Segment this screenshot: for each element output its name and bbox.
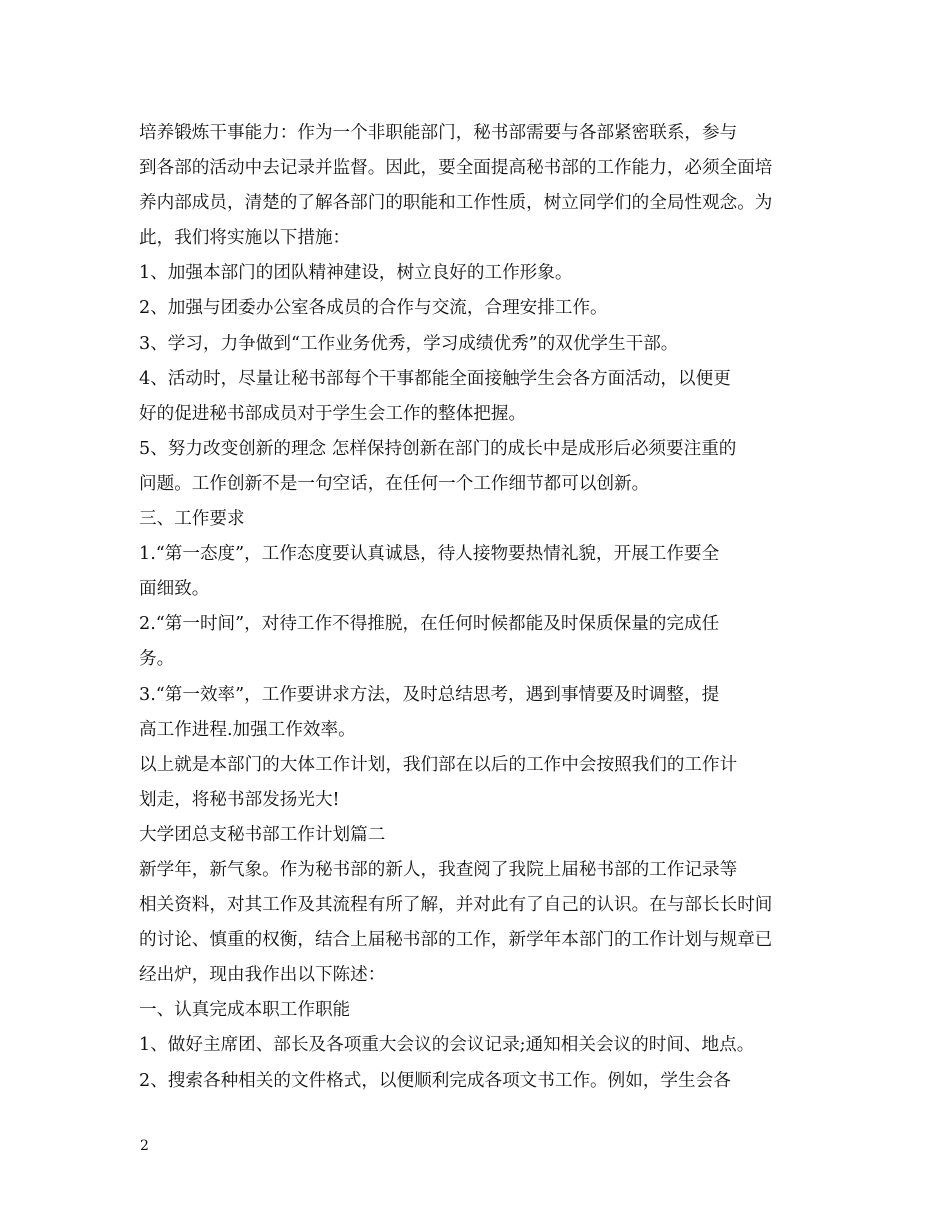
text-line: 1、加强本部门的团队精神建设，树立良好的工作形象。 <box>139 263 573 284</box>
text-line: 此，我们将实施以下措施： <box>139 228 351 249</box>
paragraph <box>139 327 815 362</box>
document-body <box>139 116 815 1099</box>
text-line: 相关资料，对其工作及其流程有所了解，并对此有了自己的认识。在与部长长时间 <box>139 895 773 916</box>
paragraph <box>139 678 815 748</box>
text-line: 新学年，新气象。作为秘书部的新人，我查阅了我院上届秘书部的工作记录等 <box>139 859 738 880</box>
text-line: 好的促进秘书部成员对于学生会工作的整体把握。 <box>139 403 527 424</box>
text-line: 务。 <box>139 649 175 670</box>
paragraph <box>139 432 815 502</box>
text-line: 3、学习，力争做到“工作业务优秀，学习成绩优秀”的双优学生干部。 <box>139 333 679 354</box>
paragraph <box>139 1064 815 1099</box>
text-line: 2、加强与团委办公室各成员的合作与交流，合理安排工作。 <box>139 298 608 319</box>
paragraph <box>139 993 815 1028</box>
text-line: 问题。工作创新不是一句空话，在任何一个工作细节都可以创新。 <box>139 473 650 494</box>
paragraph <box>139 1028 815 1063</box>
text-line: 三、工作要求 <box>139 509 245 530</box>
text-line: 划走，将秘书部发扬光大! <box>139 789 340 810</box>
text-line: 1.“第一态度”，工作态度要认真诚恳，待人接物要热情礼貌，开展工作要全 <box>139 544 720 565</box>
paragraph <box>139 256 815 291</box>
text-line: 2、搜索各种相关的文件格式，以便顺利完成各项文书工作。例如，学生会各 <box>139 1070 731 1091</box>
text-line: 一、认真完成本职工作职能 <box>139 1000 351 1021</box>
paragraph <box>139 537 815 607</box>
text-line: 大学团总支秘书部工作计划篇二 <box>139 824 386 845</box>
text-line: 3.“第一效率”，工作要讲求方法，及时总结思考，遇到事情要及时调整，提 <box>139 684 720 705</box>
paragraph <box>139 748 815 818</box>
text-line: 以上就是本部门的大体工作计划，我们部在以后的工作中会按照我们的工作计 <box>139 754 738 775</box>
text-line: 面细致。 <box>139 579 210 600</box>
text-line: 的讨论、慎重的权衡，结合上届秘书部的工作，新学年本部门的工作计划与规章已 <box>139 930 773 951</box>
text-line: 到各部的活动中去记录并监督。因此，要全面提高秘书部的工作能力，必须全面培 <box>139 158 773 179</box>
paragraph <box>139 116 815 256</box>
text-line: 养内部成员，清楚的了解各部门的职能和工作性质，树立同学们的全局性观念。为 <box>139 193 773 214</box>
text-line: 1、做好主席团、部长及各项重大会议的会议记录;通知相关会议的时间、地点。 <box>139 1035 755 1056</box>
text-line: 2.“第一时间”，对待工作不得推脱，在任何时候都能及时保质保量的完成任 <box>139 614 720 635</box>
paragraph <box>139 362 815 432</box>
text-line: 经出炉，现由我作出以下陈述： <box>139 965 386 986</box>
text-line: 4、活动时，尽量让秘书部每个干事都能全面接触学生会各方面活动，以便更 <box>139 368 731 389</box>
paragraph <box>139 853 815 993</box>
paragraph <box>139 291 815 326</box>
paragraph <box>139 502 815 537</box>
page-number: 2 <box>140 1138 149 1154</box>
paragraph <box>139 607 815 677</box>
text-line: 培养锻炼干事能力：作为一个非职能部门，秘书部需要与各部紧密联系，参与 <box>139 123 738 143</box>
paragraph <box>139 818 815 853</box>
text-line: 高工作进程.加强工作效率。 <box>139 719 356 740</box>
text-line: 5、努力改变创新的理念 怎样保持创新在部门的成长中是成形后必须要注重的 <box>139 438 737 459</box>
